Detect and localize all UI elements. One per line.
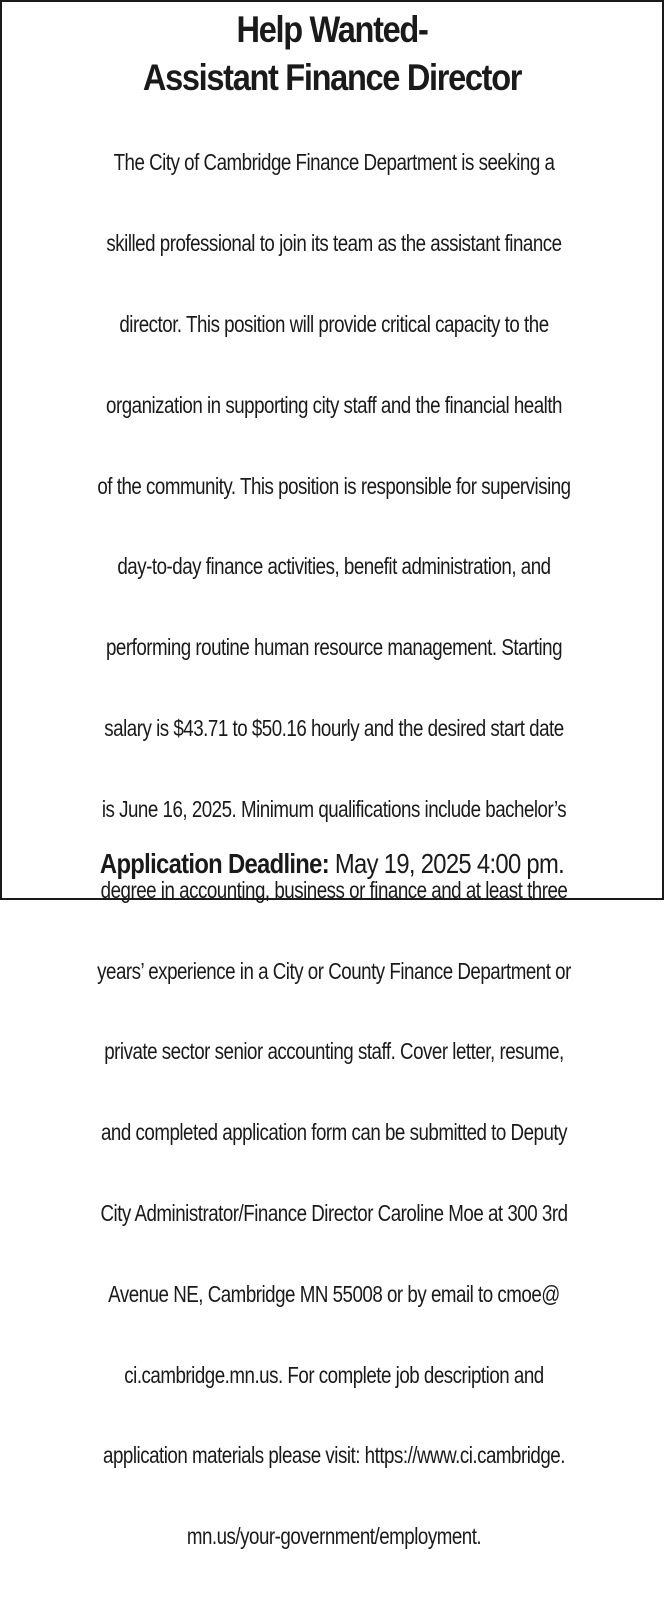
body-line: of the community. This position is responsible for supervising — [97, 472, 571, 499]
body-line: organization in supporting city staff and the financial health — [106, 391, 562, 418]
ad-title — [42, 6, 623, 102]
deadline-label: Application Deadline: — [99, 848, 329, 879]
body-line: years’ experience in a City or County Finance Department or — [97, 957, 571, 984]
body-line: and completed application form can be submitted to Deputy — [100, 1119, 568, 1146]
title-line-1: Help Wanted- — [236, 9, 428, 50]
body-line: Avenue NE, Cambridge MN 55008 or by email to cmoe@ — [108, 1280, 560, 1307]
body-line: The City of Cambridge Finance Department is seeking a — [113, 149, 555, 176]
body-line: salary is $43.71 to $50.16 hourly and the desired start date — [104, 715, 564, 742]
body-line: performing routine human resource management. Starting — [105, 634, 563, 661]
body-line: director. This position will provide critical capacity to the — [119, 311, 549, 338]
body-line: application materials please visit: https://www.ci.cambridge. — [103, 1442, 565, 1469]
body-line: mn.us/your-government/employment. — [186, 1523, 482, 1550]
body-line: ci.cambridge.mn.us. For complete job description and — [124, 1361, 544, 1388]
body-line: private sector senior accounting staff. Cover letter, resume, — [104, 1038, 564, 1065]
body-line: degree in accounting, business or finance and at least three — [100, 876, 568, 903]
body-line: day-to-day finance activities, benefit administration, and — [117, 553, 551, 580]
title-line-2: Assistant Finance Director — [142, 57, 522, 98]
body-line: skilled professional to join its team as the assistant finance — [106, 230, 562, 257]
body-line: is June 16, 2025. Minimum qualifications include bachelor’s — [101, 795, 567, 822]
application-deadline — [52, 844, 613, 884]
deadline-value: May 19, 2025 4:00 pm. — [328, 848, 565, 879]
body-line: City Administrator/Finance Director Caroline Moe at 300 3rd — [100, 1199, 568, 1226]
